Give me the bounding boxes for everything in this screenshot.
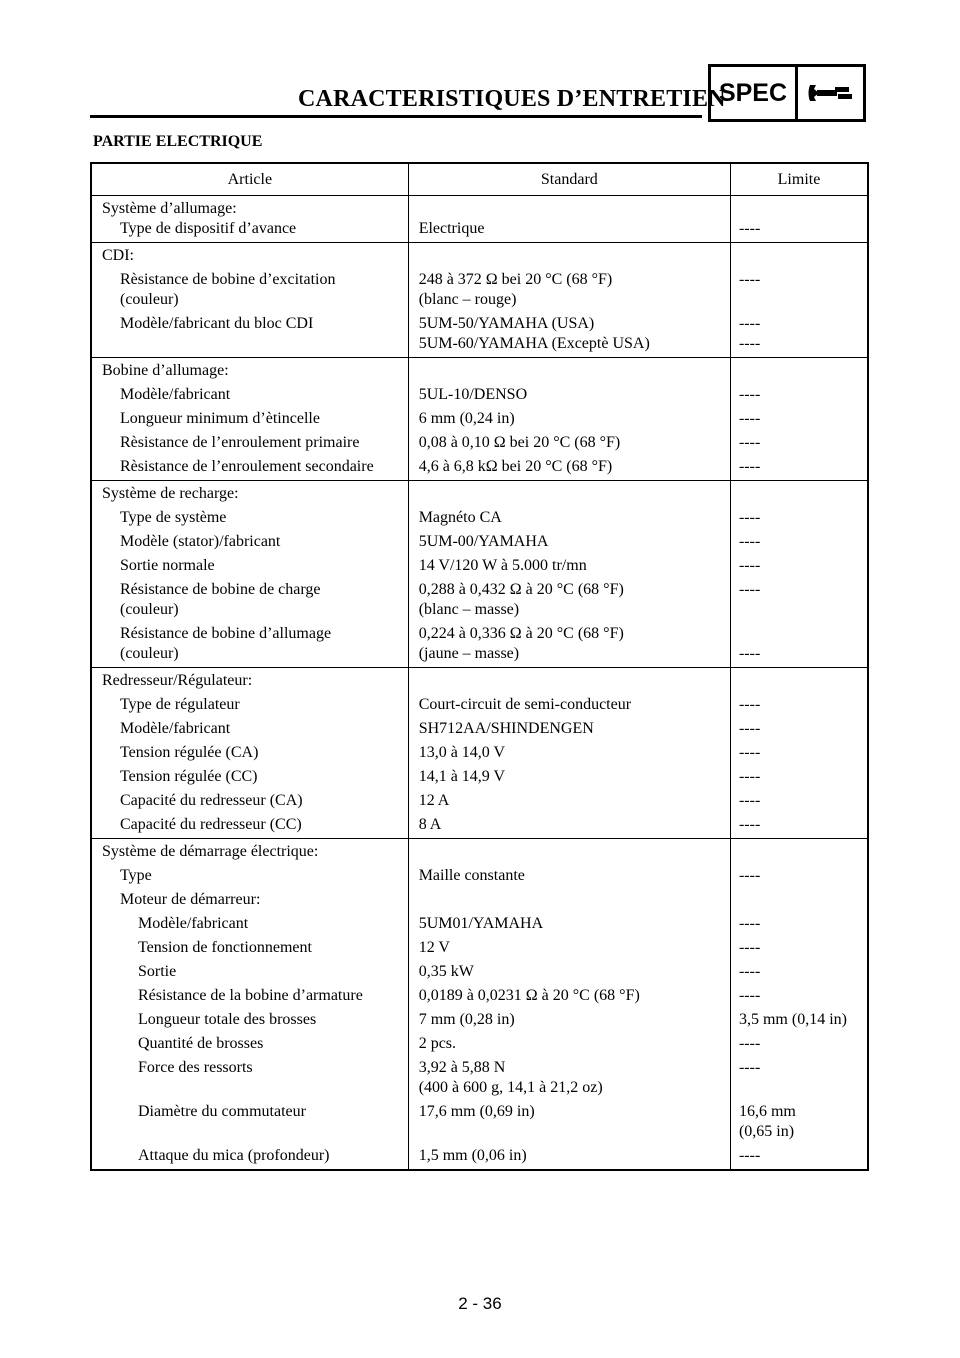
limit-cell <box>730 504 868 528</box>
standard-cell-text: Court-circuit de semi-conducteur <box>418 696 632 713</box>
standard-cell-text: 0,0189 à 0,0231 Ω à 20 °C (68 °F) <box>418 987 640 1004</box>
article-cell-text: Tension de fonctionnement <box>138 939 312 956</box>
article-cell <box>91 528 408 552</box>
table-row <box>91 982 868 1006</box>
standard-cell <box>408 243 730 267</box>
article-cell-text: Rèsistance de bobine d’excitation <box>120 271 336 288</box>
article-cell-text: Tension régulée (CA) <box>120 744 259 761</box>
table-header-row <box>91 163 868 196</box>
article-cell-text: (couleur) <box>120 601 179 618</box>
limit-cell <box>730 429 868 453</box>
article-cell <box>91 381 408 405</box>
table-row <box>91 1098 868 1142</box>
limit-cell <box>730 381 868 405</box>
article-cell <box>91 620 408 668</box>
limit-cell-text: ---- <box>738 696 761 713</box>
standard-cell-text: 12 A <box>418 792 450 809</box>
standard-cell <box>408 453 730 481</box>
table-row <box>91 910 868 934</box>
spec-table <box>90 162 869 1171</box>
limit-cell-text: ---- <box>738 720 761 737</box>
standard-cell-text: Maille constante <box>418 867 525 884</box>
table-row <box>91 668 868 692</box>
table-row <box>91 1030 868 1054</box>
standard-cell <box>408 910 730 934</box>
standard-cell <box>408 1030 730 1054</box>
standard-cell <box>408 839 730 863</box>
limit-cell-text: ---- <box>738 768 761 785</box>
limit-cell-text: ---- <box>738 915 761 932</box>
article-cell <box>91 862 408 886</box>
limit-cell-text: ---- <box>738 386 761 403</box>
table-row <box>91 429 868 453</box>
article-cell <box>91 958 408 982</box>
standard-cell-text: (blanc – masse) <box>418 601 520 618</box>
table-row <box>91 196 868 220</box>
standard-cell-text: 5UM01/YAMAHA <box>418 915 544 932</box>
limit-cell <box>730 552 868 576</box>
table-row <box>91 958 868 982</box>
limit-cell-text: ---- <box>738 410 761 427</box>
article-cell-text: Rèsistance de l’enroulement primaire <box>120 434 360 451</box>
article-cell <box>91 552 408 576</box>
limit-cell-text <box>739 624 867 644</box>
limit-cell <box>730 934 868 958</box>
limit-cell <box>730 739 868 763</box>
standard-cell <box>408 934 730 958</box>
standard-cell-text: 5UM-50/YAMAHA (USA) <box>418 315 595 332</box>
article-cell-text: Attaque du mica (profondeur) <box>138 1147 330 1164</box>
limit-cell-text: 16,6 mm <box>738 1103 796 1120</box>
table-row <box>91 715 868 739</box>
table-row <box>91 358 868 382</box>
standard-cell-text: (blanc – rouge) <box>418 291 517 308</box>
table-row <box>91 243 868 267</box>
standard-cell <box>408 552 730 576</box>
table-row <box>91 552 868 576</box>
limit-cell-text: ---- <box>738 987 761 1004</box>
limit-cell <box>730 811 868 839</box>
standard-cell-text: 14,1 à 14,9 V <box>418 768 506 785</box>
limit-cell <box>730 528 868 552</box>
limit-cell-text: ---- <box>738 867 761 884</box>
table-row <box>91 839 868 863</box>
table-row <box>91 886 868 910</box>
column-header-article: Article <box>91 163 408 196</box>
article-cell <box>91 739 408 763</box>
column-header-limit: Limite <box>730 163 868 196</box>
standard-cell-text: 5UM-60/YAMAHA (Exceptè USA) <box>418 335 650 352</box>
table-row <box>91 862 868 886</box>
limit-cell <box>730 886 868 910</box>
limit-cell <box>730 620 868 668</box>
standard-cell <box>408 862 730 886</box>
table-row <box>91 811 868 839</box>
table-body <box>91 196 868 1171</box>
standard-cell-text: 7 mm (0,28 in) <box>418 1011 515 1028</box>
article-cell-text: Modèle (stator)/fabricant <box>120 533 281 550</box>
standard-cell <box>408 958 730 982</box>
standard-cell-text: 0,35 kW <box>418 963 474 980</box>
article-cell <box>91 1030 408 1054</box>
standard-cell-text: Electrique <box>418 220 485 237</box>
limit-cell <box>730 310 868 358</box>
article-cell <box>91 763 408 787</box>
limit-cell <box>730 243 868 267</box>
limit-cell <box>730 358 868 382</box>
standard-cell <box>408 381 730 405</box>
article-cell <box>91 910 408 934</box>
standard-cell-text: 6 mm (0,24 in) <box>418 410 515 427</box>
article-cell <box>91 576 408 620</box>
article-cell-text: Résistance de la bobine d’armature <box>138 987 363 1004</box>
table-row <box>91 787 868 811</box>
limit-cell-text: ---- <box>738 645 761 662</box>
limit-cell <box>730 1098 868 1142</box>
standard-cell <box>408 620 730 668</box>
table-row <box>91 1006 868 1030</box>
article-cell <box>91 839 408 863</box>
table-row <box>91 504 868 528</box>
standard-cell-text: 4,6 à 6,8 kΩ bei 20 °C (68 °F) <box>418 458 613 475</box>
article-cell-text: Diamètre du commutateur <box>138 1103 306 1120</box>
table-row <box>91 763 868 787</box>
limit-cell-text: ---- <box>738 1035 761 1052</box>
section-heading: PARTIE ELECTRIQUE <box>93 133 263 150</box>
standard-cell <box>408 1054 730 1098</box>
limit-cell <box>730 1142 868 1170</box>
limit-cell-text: ---- <box>738 533 761 550</box>
article-cell-text: (couleur) <box>120 291 179 308</box>
article-cell <box>91 310 408 358</box>
table-row <box>91 620 868 668</box>
article-cell <box>91 1098 408 1142</box>
article-cell <box>91 811 408 839</box>
standard-cell <box>408 196 730 220</box>
limit-cell-text: ---- <box>738 939 761 956</box>
standard-cell <box>408 982 730 1006</box>
limit-cell-text: ---- <box>738 509 761 526</box>
standard-cell <box>408 739 730 763</box>
article-cell <box>91 405 408 429</box>
article-cell <box>91 1006 408 1030</box>
article-cell <box>91 1142 408 1170</box>
article-cell <box>91 934 408 958</box>
standard-cell-text: 248 à 372 Ω bei 20 °C (68 °F) <box>418 271 613 288</box>
table-row <box>91 1142 868 1170</box>
article-cell <box>91 668 408 692</box>
standard-cell <box>408 358 730 382</box>
table-row <box>91 691 868 715</box>
standard-cell <box>408 763 730 787</box>
article-cell-text: Type <box>120 867 152 884</box>
standard-cell <box>408 481 730 505</box>
article-cell-text: Modèle/fabricant <box>138 915 249 932</box>
article-cell <box>91 691 408 715</box>
limit-cell-text: ---- <box>738 557 761 574</box>
standard-cell <box>408 886 730 910</box>
article-cell-text: Capacité du redresseur (CA) <box>120 792 303 809</box>
standard-cell <box>408 429 730 453</box>
article-cell-text: Capacité du redresseur (CC) <box>120 816 302 833</box>
standard-cell-text: (400 à 600 g, 14,1 à 21,2 oz) <box>418 1079 603 1096</box>
limit-cell <box>730 1030 868 1054</box>
limit-cell <box>730 576 868 620</box>
article-cell <box>91 1054 408 1098</box>
standard-cell-text: 1,5 mm (0,06 in) <box>418 1147 527 1164</box>
standard-cell <box>408 310 730 358</box>
table-row <box>91 481 868 505</box>
standard-cell <box>408 691 730 715</box>
table-row <box>91 381 868 405</box>
limit-cell <box>730 266 868 310</box>
spec-label: SPEC <box>711 67 798 119</box>
table-row <box>91 739 868 763</box>
standard-cell-text: 2 pcs. <box>418 1035 457 1052</box>
article-cell-text: Longueur totale des brosses <box>138 1011 317 1028</box>
standard-cell-text: Magnéto CA <box>418 509 502 526</box>
limit-cell-text: ---- <box>738 315 761 332</box>
limit-cell <box>730 839 868 863</box>
limit-cell-text: ---- <box>738 744 761 761</box>
standard-cell <box>408 1098 730 1142</box>
standard-cell-text: 8 A <box>418 816 442 833</box>
article-cell-text: Force des ressorts <box>138 1059 253 1076</box>
article-cell-text: Modèle/fabricant <box>120 720 231 737</box>
standard-cell-text: 0,224 à 0,336 Ω à 20 °C (68 °F) <box>418 625 624 642</box>
limit-cell <box>730 982 868 1006</box>
limit-cell <box>730 453 868 481</box>
table-row <box>91 219 868 243</box>
limit-cell-text: ---- <box>738 458 761 475</box>
article-cell <box>91 266 408 310</box>
table-row <box>91 266 868 310</box>
article-cell-text: (couleur) <box>120 645 179 662</box>
article-cell <box>91 886 408 910</box>
article-cell-text: Résistance de bobine de charge <box>120 581 321 598</box>
limit-cell-text: ---- <box>738 434 761 451</box>
wrench-icon <box>798 67 863 119</box>
limit-cell <box>730 715 868 739</box>
article-cell-text: Tension régulée (CC) <box>120 768 258 785</box>
article-cell-text: Redresseur/Régulateur: <box>102 672 253 689</box>
limit-cell <box>730 668 868 692</box>
standard-cell-text: (jaune – masse) <box>418 645 520 662</box>
article-cell <box>91 481 408 505</box>
limit-cell <box>730 763 868 787</box>
standard-cell-text: 0,288 à 0,432 Ω à 20 °C (68 °F) <box>418 581 624 598</box>
article-cell-text: CDI: <box>102 247 134 264</box>
limit-cell <box>730 481 868 505</box>
column-header-standard: Standard <box>408 163 730 196</box>
article-cell <box>91 787 408 811</box>
page-number: 2 - 36 <box>458 1294 502 1313</box>
standard-cell-text: 5UL-10/DENSO <box>418 386 528 403</box>
table-row <box>91 934 868 958</box>
article-cell-text: Modèle/fabricant du bloc CDI <box>120 315 314 332</box>
limit-cell-text: ---- <box>738 335 761 352</box>
limit-cell <box>730 1054 868 1098</box>
limit-cell <box>730 196 868 220</box>
standard-cell <box>408 1142 730 1170</box>
article-cell <box>91 982 408 1006</box>
standard-cell <box>408 405 730 429</box>
article-cell-text: Modèle/fabricant <box>120 386 231 403</box>
article-cell <box>91 504 408 528</box>
spec-badge <box>708 64 866 122</box>
limit-cell <box>730 691 868 715</box>
article-cell <box>91 243 408 267</box>
limit-cell-text: ---- <box>738 963 761 980</box>
article-cell-text: Sortie normale <box>120 557 215 574</box>
standard-cell-text: 13,0 à 14,0 V <box>418 744 506 761</box>
article-cell-text: Rèsistance de l’enroulement secondaire <box>120 458 374 475</box>
standard-cell-text: 0,08 à 0,10 Ω bei 20 °C (68 °F) <box>418 434 621 451</box>
limit-cell-text: ---- <box>738 1147 761 1164</box>
standard-cell <box>408 528 730 552</box>
limit-cell <box>730 219 868 243</box>
article-cell <box>91 358 408 382</box>
table-row <box>91 453 868 481</box>
limit-cell <box>730 405 868 429</box>
standard-cell <box>408 787 730 811</box>
standard-cell <box>408 266 730 310</box>
limit-cell <box>730 1006 868 1030</box>
article-cell <box>91 453 408 481</box>
article-cell-text: Type de dispositif d’avance <box>120 220 297 237</box>
article-cell-text: Système de recharge: <box>102 485 239 502</box>
standard-cell <box>408 219 730 243</box>
article-cell <box>91 219 408 243</box>
article-cell-text: Type de système <box>120 509 227 526</box>
limit-cell <box>730 910 868 934</box>
article-cell-text: Sortie <box>138 963 177 980</box>
standard-cell <box>408 811 730 839</box>
limit-cell-text: ---- <box>738 581 761 598</box>
standard-cell-text: SH712AA/SHINDENGEN <box>418 720 594 737</box>
limit-cell-text: ---- <box>738 220 761 237</box>
page-title: CARACTERISTIQUES D’ENTRETIEN <box>298 86 726 112</box>
standard-cell-text: 5UM-00/YAMAHA <box>418 533 549 550</box>
limit-cell <box>730 958 868 982</box>
standard-cell-text: 14 V/120 W à 5.000 tr/mn <box>418 557 587 574</box>
table-row <box>91 405 868 429</box>
limit-cell-text: ---- <box>738 792 761 809</box>
standard-cell <box>408 668 730 692</box>
standard-cell <box>408 715 730 739</box>
standard-cell-text: 12 V <box>418 939 450 956</box>
standard-cell <box>408 504 730 528</box>
article-cell-text: Type de régulateur <box>120 696 240 713</box>
article-cell-text: Résistance de bobine d’allumage <box>120 625 332 642</box>
limit-cell <box>730 787 868 811</box>
standard-cell <box>408 576 730 620</box>
article-cell <box>91 715 408 739</box>
article-cell-text: Moteur de démarreur: <box>120 891 261 908</box>
limit-cell-text: (0,65 in) <box>738 1123 795 1140</box>
article-cell-text: Bobine d’allumage: <box>102 362 229 379</box>
article-cell-text: Système d’allumage: <box>102 200 237 217</box>
article-cell <box>91 429 408 453</box>
table-row <box>91 1054 868 1098</box>
title-rule <box>90 115 702 118</box>
limit-cell-text: ---- <box>738 816 761 833</box>
article-cell-text: Système de démarrage électrique: <box>102 843 319 860</box>
standard-cell <box>408 1006 730 1030</box>
article-cell <box>91 196 408 220</box>
limit-cell-text: ---- <box>738 271 761 288</box>
table-row <box>91 576 868 620</box>
article-cell-text: Quantité de brosses <box>138 1035 264 1052</box>
standard-cell-text: 3,92 à 5,88 N <box>418 1059 506 1076</box>
limit-cell-text: ---- <box>738 1059 761 1076</box>
table-row <box>91 310 868 358</box>
limit-cell-text: 3,5 mm (0,14 in) <box>738 1011 847 1028</box>
article-cell-text: Longueur minimum d’ètincelle <box>120 410 320 427</box>
standard-cell-text: 17,6 mm (0,69 in) <box>418 1103 535 1120</box>
table-row <box>91 528 868 552</box>
limit-cell <box>730 862 868 886</box>
